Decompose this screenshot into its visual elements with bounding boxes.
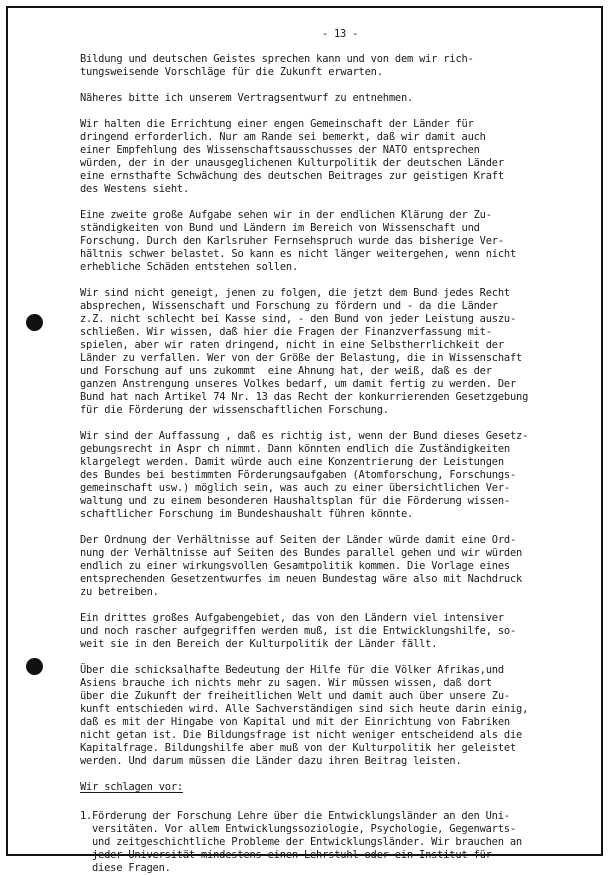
text-line: tungsweisende Vorschläge für die Zukunft erwarten. [80,66,383,78]
text-line: Der Ordnung der Verhältnisse auf Seiten der Länder würde damit eine Ord- [80,534,517,546]
text-line: und noch rascher aufgegriffen werden muß, ist die Entwicklungshilfe, so- [80,625,517,637]
text-line: Eine zweite große Aufgabe sehen wir in der endlichen Klärung der Zu- [80,209,492,221]
text-line: zu betreiben. [80,586,159,598]
text-line: erhebliche Schäden entstehen sollen. [80,261,299,273]
text-line: Förderung der Forschung Lehre über die Entwicklungsländer an den Uni- [92,810,510,822]
text-line: entsprechenden Gesetzentwurfes im neuen Bundestag wäre also mit Nachdruck [80,573,523,585]
text-line: ganzen Anstrengung unseres Volkes bedarf, um damit fertig zu werden. Der [80,378,517,390]
text-line: gemeinschaft usw.) möglich sein, was auch zu einer übersichtlichen Ver- [80,482,510,494]
text-line: des Westens sieht. [80,183,190,195]
proposals-heading: Wir schlagen vor: [80,781,183,793]
text-line: Kapitalfrage. Bildungshilfe aber muß von der Kulturpolitik her geleistet [80,742,517,754]
paragraph [80,534,580,599]
paragraph [80,92,580,105]
text-line: nicht getan ist. Die Bildungsfrage ist nicht weniger entscheidend als die [80,729,523,741]
paragraph [80,612,580,651]
punch-hole-lower [26,658,43,675]
text-line: schaftlicher Forschung im Bundeshaushalt führen könnte. [80,508,414,520]
text-line: eine ernsthafte Schwächung des deutschen Beitrages zur geistigen Kraft [80,170,504,182]
proposal-text [92,810,580,875]
text-line: Wir sind nicht geneigt, jenen zu folgen, die jetzt dem Bund jedes Recht [80,287,510,299]
proposal-number: 1. [80,810,93,822]
paragraph [80,664,580,768]
text-line: schließen. Wir wissen, daß hier die Fragen der Finanzverfassung mit- [80,326,492,338]
document-body [80,28,580,875]
text-line: z.Z. nicht schlecht bei Kasse sind, - den Bund von jeder Leistung auszu- [80,313,517,325]
paragraph-list [80,53,580,768]
paragraph [80,430,580,521]
paragraph [80,209,580,274]
text-line: absprechen, Wissenschaft und Forschung zu fördern und - da die Länder [80,300,498,312]
text-line: gebungsrecht in Aspr ch nimmt. Dann könnten endlich die Zuständigkeiten [80,443,510,455]
text-line: Wir sind der Auffassung , daß es richtig ist, wenn der Bund dieses Gesetz- [80,430,529,442]
text-line: nung der Verhältnisse auf Seiten des Bundes parallel gehen und wir würden [80,547,523,559]
text-line: endlich zu einer wirkungsvollen Gesamtpolitik kommen. Die Vorlage eines [80,560,510,572]
text-line: dringend erforderlich. Nur am Rande sei bemerkt, daß wir damit auch [80,131,486,143]
text-line: und zeitgeschichtliche Probleme der Entwicklungsländer. Wir brauchen an [92,836,522,848]
text-line: werden. Und darum müssen die Länder dazu ihren Beitrag leisten. [80,755,462,767]
text-line: Länder zu verfallen. Wer von der Größe der Belastung, die in Wissenschaft [80,352,523,364]
text-line: würden, der in der unausgeglichenen Kulturpolitik der deutschen Länder [80,157,504,169]
text-line: und Forschung auf uns zukommt eine Ahnung hat, der weiß, daß es der [80,365,492,377]
text-line: über die Zukunft der freiheitlichen Welt und damit auch über unsere Zu- [80,690,510,702]
text-line: Bildung und deutschen Geistes sprechen kann und von dem wir rich- [80,53,474,65]
page-number: - 13 - [321,28,359,40]
paragraph [80,287,580,417]
text-line: daß es mit der Hingabe von Kapital und mit der Einrichtung von Fabriken [80,716,510,728]
proposal-item [80,810,580,875]
proposal-list [80,810,580,875]
text-line: des Bundes bei bestimmten Förderungsaufgaben (Atomforschung, Forschungs- [80,469,517,481]
text-line: weit sie in den Bereich der Kulturpolitik der Länder fällt. [80,638,438,650]
text-line: versitäten. Vor allem Entwicklungssoziologie, Psychologie, Gegenwarts- [92,823,516,835]
text-line: Asiens brauche ich nichts mehr zu sagen. Wir müssen wissen, daß dort [80,677,492,689]
text-line: waltung und zu einem besonderen Haushaltsplan für die Förderung wissen- [80,495,510,507]
paragraph [80,118,580,196]
text-line: Näheres bitte ich unserem Vertragsentwurf zu entnehmen. [80,92,414,104]
text-line: ständigkeiten von Bund und Ländern im Bereich von Wissenschaft und [80,222,480,234]
text-line: für die Förderung der wissenschaftlichen Forschung. [80,404,389,416]
text-line: diese Fragen. [92,862,171,874]
text-line: Ein drittes großes Aufgabengebiet, das von den Ländern viel intensiver [80,612,504,624]
text-line: jeder Universität mindestens einen Lehrstuhl oder ein Institut für [92,849,492,861]
text-line: Forschung. Durch den Karlsruher Fernsehspruch wurde das bisherige Ver- [80,235,504,247]
text-line: klargelegt werden. Damit würde auch eine Konzentrierung der Leistungen [80,456,504,468]
text-line: hältnis schwer belastet. So kann es nicht länger weitergehen, wenn nicht [80,248,517,260]
text-line: einer Empfehlung des Wissenschaftsausschusses der NATO entsprechen [80,144,480,156]
text-line: Bund hat nach Artikel 74 Nr. 13 das Recht der konkurrierenden Gesetzgebung [80,391,529,403]
paragraph [80,53,580,79]
text-line: spielen, aber wir raten dringend, nicht in eine Selbstherrlichkeit der [80,339,504,351]
text-line: Über die schicksalhafte Bedeutung der Hilfe für die Völker Afrikas,und [80,664,504,676]
punch-hole-upper [26,314,43,331]
text-line: Wir halten die Errichtung einer engen Gemeinschaft der Länder für [80,118,474,130]
text-line: kunft entschieden wird. Alle Sachverständigen sind sich heute darin einig, [80,703,529,715]
